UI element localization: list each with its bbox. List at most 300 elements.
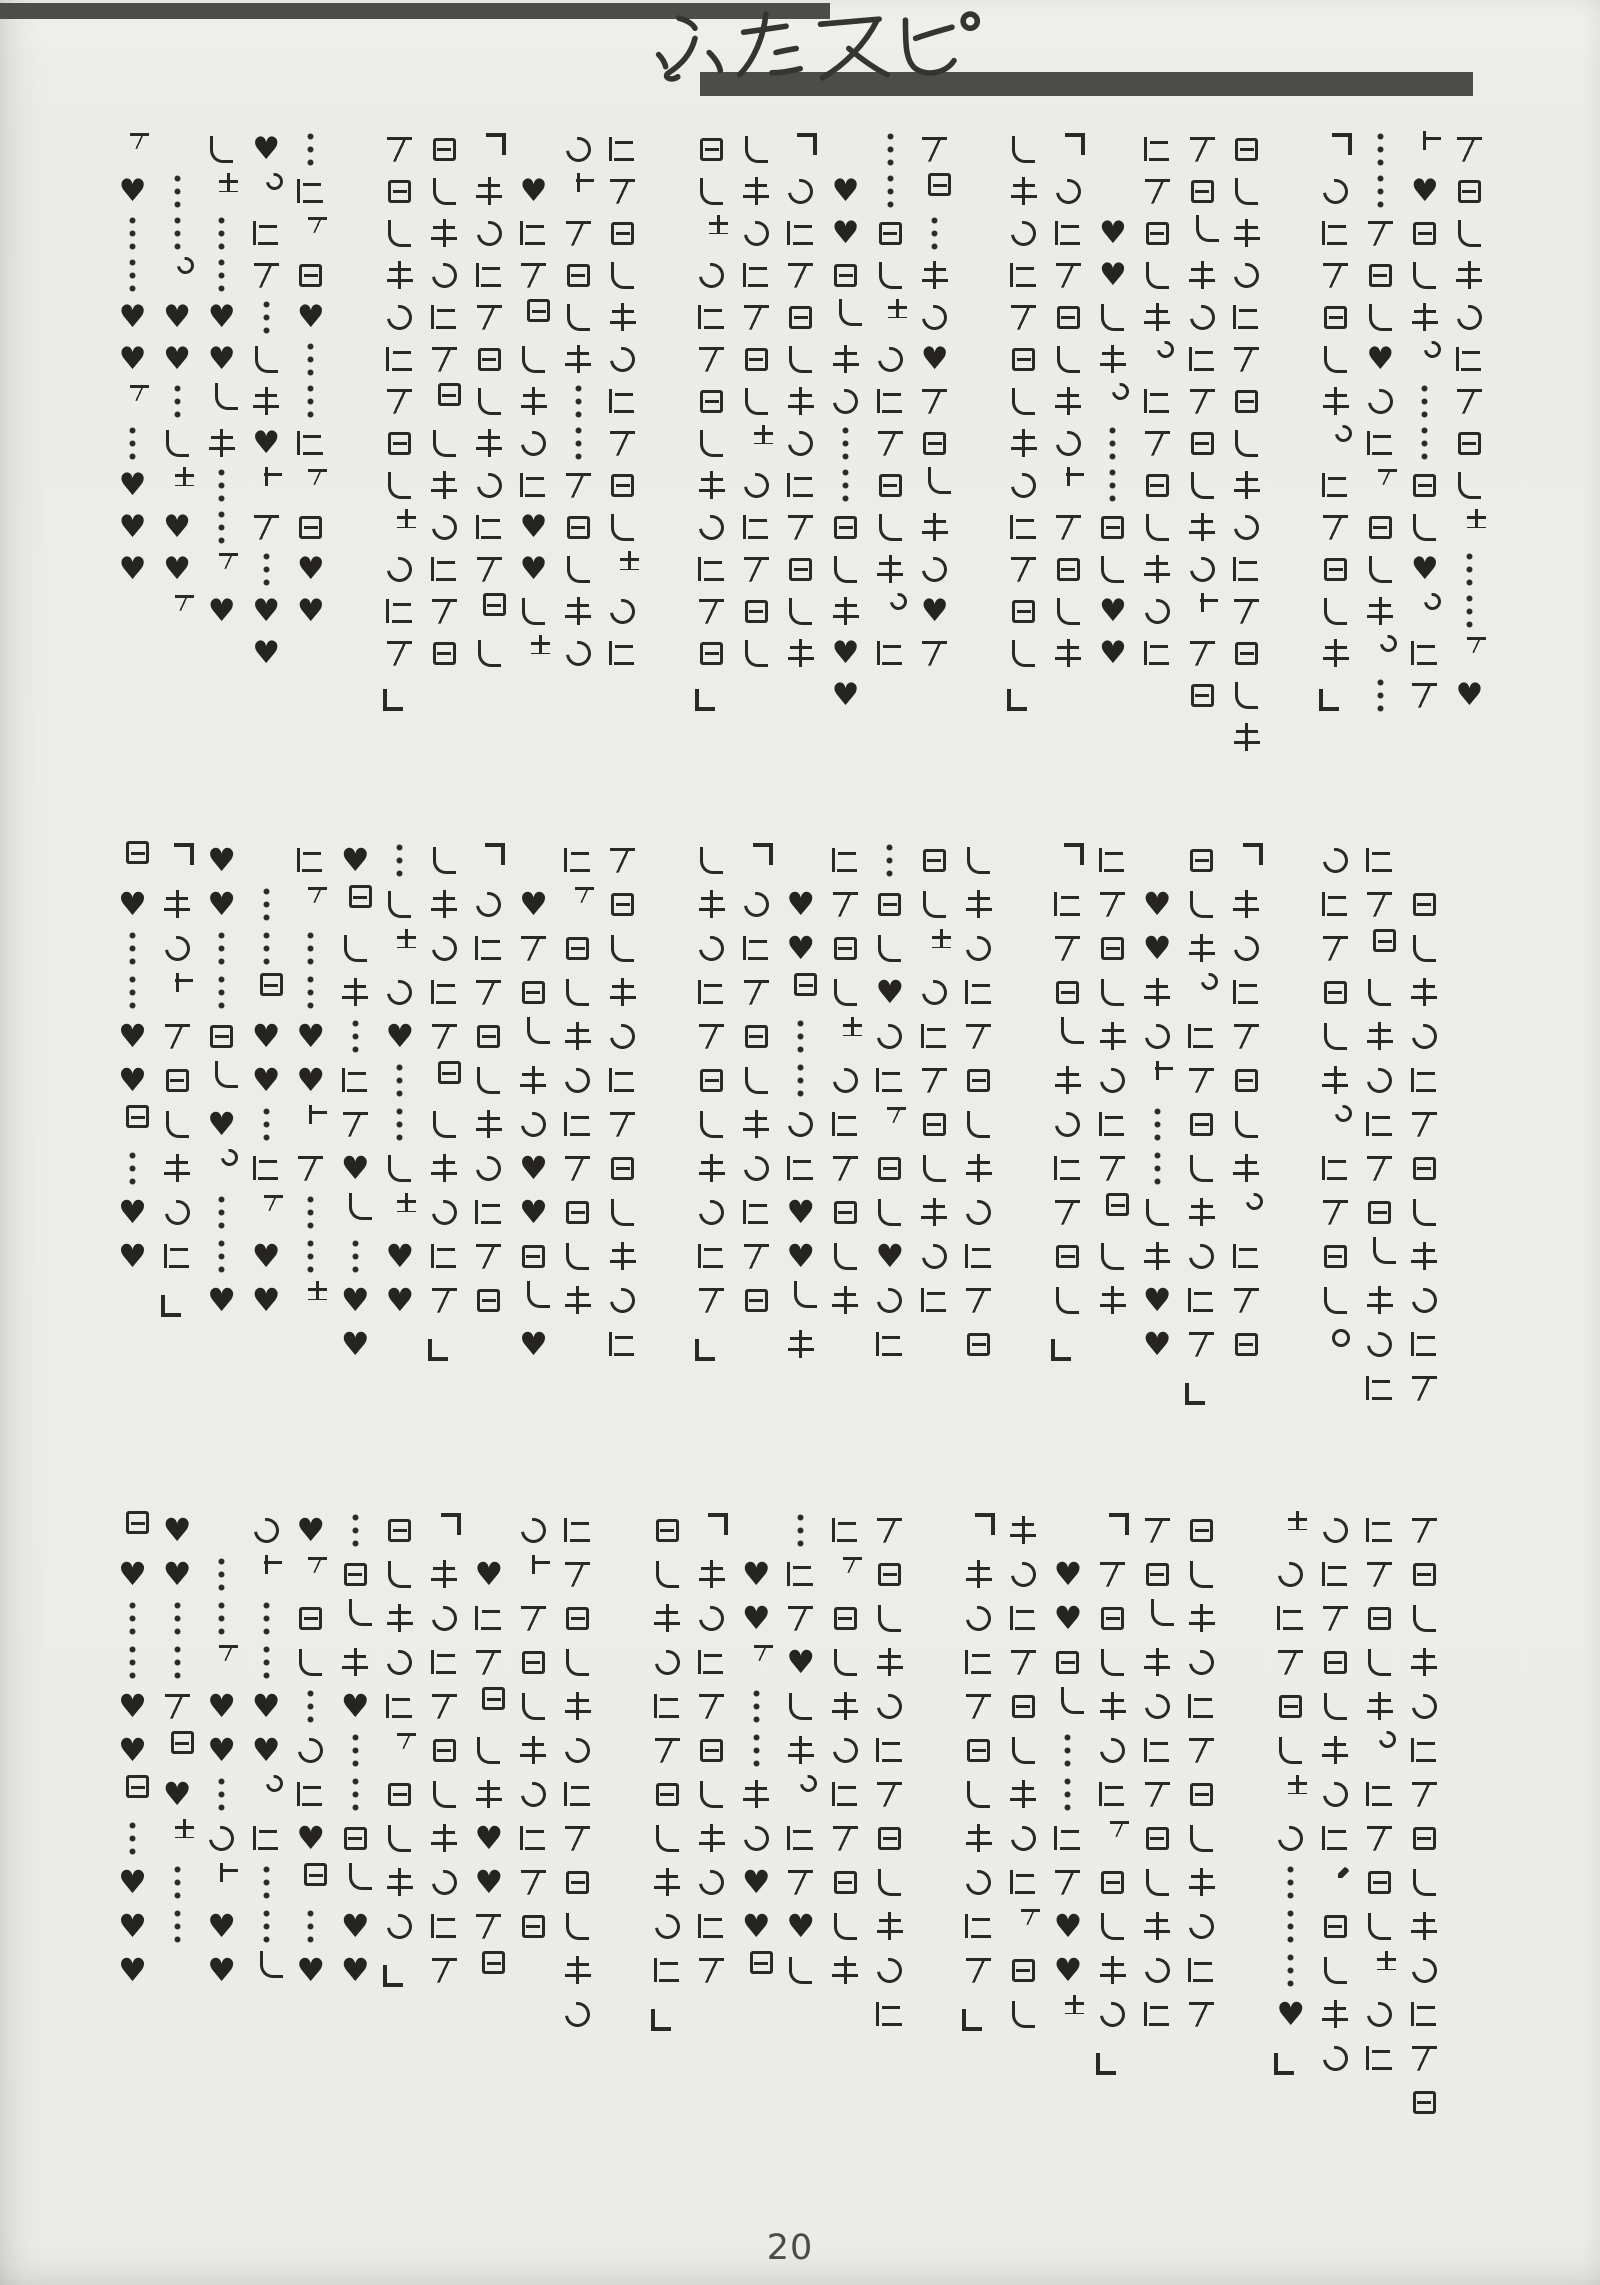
redacted-glyph: [207, 429, 236, 458]
redacted-glyph: [1187, 1692, 1216, 1721]
ellipsis-dots: [172, 214, 182, 252]
redacted-glyph: [697, 1286, 726, 1315]
ellipsis-dots: [841, 466, 851, 504]
redacted-glyph: [308, 1555, 327, 1574]
text-column: [1404, 838, 1445, 1462]
text-column: [780, 1508, 821, 2128]
redacted-glyph: [126, 1105, 149, 1128]
heart-mark: ♥: [1098, 592, 1127, 629]
redacted-glyph: [1318, 842, 1353, 877]
redacted-glyph: [608, 1110, 637, 1139]
redacted-glyph: [483, 593, 506, 616]
redacted-glyph: [1009, 261, 1038, 290]
redacted-glyph: [653, 1604, 682, 1633]
ellipsis-dots: [217, 256, 227, 294]
redacted-glyph: [296, 177, 325, 206]
redacted-glyph: [697, 303, 726, 332]
redacted-glyph: [831, 597, 860, 626]
text-column: [557, 838, 598, 1462]
redacted-glyph: [344, 935, 367, 962]
open-quote-bracket: [753, 843, 773, 865]
redacted-glyph: [1368, 979, 1391, 1006]
redacted-glyph: [1232, 471, 1261, 500]
redacted-glyph: [475, 261, 504, 290]
ellipsis-dots: [217, 1193, 227, 1231]
redacted-glyph: [1054, 261, 1083, 290]
redacted-glyph: [1232, 1286, 1261, 1315]
redacted-glyph: [608, 1242, 637, 1271]
heart-mark: ♥: [296, 1061, 326, 1099]
text-column: [958, 1508, 999, 2128]
heart-mark: ♥: [207, 1951, 236, 1989]
close-quote-bracket: [1319, 689, 1339, 711]
redacted-glyph: [1009, 513, 1038, 542]
heart-mark: ♥: [252, 634, 281, 671]
close-quote-bracket: [695, 1339, 715, 1361]
text-band-2: [112, 838, 1445, 1462]
redacted-glyph: [438, 383, 461, 406]
ellipsis-dots: [261, 885, 271, 923]
redacted-glyph: [255, 346, 278, 373]
redacted-glyph: [308, 885, 327, 904]
heart-mark: ♥: [474, 1819, 504, 1857]
text-column: [468, 838, 509, 1462]
redacted-glyph: [786, 1330, 815, 1359]
redacted-glyph: [527, 299, 550, 322]
heart-mark: ♥: [1142, 1281, 1172, 1319]
redacted-glyph: [834, 1243, 857, 1270]
heart-mark: ♥: [118, 340, 147, 377]
redacted-glyph: [252, 513, 281, 542]
heart-mark: ♥: [1053, 1907, 1083, 1945]
text-column: [513, 1508, 554, 2128]
heart-mark: ♥: [251, 1687, 281, 1725]
text-column: [424, 1508, 465, 2128]
text-column: [1181, 838, 1222, 1462]
heart-mark: ♥: [251, 1731, 281, 1769]
text-column: [201, 128, 242, 776]
heart-mark: ♥: [519, 550, 548, 587]
redacted-glyph: [1098, 1692, 1127, 1721]
redacted-glyph: [519, 387, 548, 416]
redacted-glyph: [1188, 261, 1217, 290]
redacted-glyph: [385, 345, 414, 374]
heart-mark: ♥: [831, 676, 860, 713]
ellipsis-dots: [306, 1907, 316, 1945]
ellipsis-dots: [261, 550, 271, 588]
heart-mark: ♥: [340, 1281, 370, 1319]
redacted-glyph: [1143, 1912, 1172, 1941]
heart-mark: ♥: [118, 1907, 147, 1945]
redacted-glyph: [1321, 1198, 1350, 1227]
redacted-glyph: [1318, 1512, 1353, 1547]
ellipsis-dots: [306, 130, 316, 168]
redacted-glyph: [1232, 1154, 1261, 1183]
heart-mark: ♥: [163, 298, 191, 335]
ellipsis-dots: [261, 1643, 271, 1681]
redacted-glyph: [739, 215, 774, 250]
redacted-glyph: [1012, 348, 1035, 371]
redacted-glyph: [1229, 930, 1264, 965]
redacted-glyph: [1324, 1023, 1347, 1050]
redacted-glyph: [1235, 642, 1258, 665]
redacted-glyph: [656, 1561, 679, 1588]
redacted-glyph: [474, 1648, 503, 1677]
redacted-glyph: [1276, 1604, 1305, 1633]
ellipsis-dots: [128, 424, 138, 462]
text-column: [1226, 128, 1267, 776]
redacted-glyph: [522, 1693, 545, 1720]
redacted-glyph: [1288, 1511, 1307, 1530]
redacted-glyph: [1413, 1827, 1436, 1850]
heart-mark: ♥: [519, 1325, 548, 1363]
ellipsis-dots: [1464, 550, 1474, 588]
text-column: [112, 838, 153, 1462]
redacted-glyph: [430, 555, 459, 584]
redacted-glyph: [1143, 1736, 1172, 1765]
text-band-1: [112, 128, 1490, 776]
redacted-glyph: [1191, 432, 1214, 455]
ellipsis-dots: [261, 1907, 271, 1945]
redacted-glyph: [1318, 2040, 1353, 2075]
ellipsis-dots: [1152, 1149, 1162, 1187]
redacted-glyph: [1324, 558, 1347, 581]
redacted-glyph: [204, 1820, 239, 1855]
ellipsis-dots: [751, 1731, 761, 1769]
redacted-glyph: [961, 1600, 996, 1635]
text-column: [1270, 838, 1311, 1462]
redacted-glyph: [1187, 1868, 1216, 1897]
redacted-glyph: [516, 1512, 551, 1547]
redacted-glyph: [1324, 598, 1347, 625]
redacted-glyph: [482, 1951, 505, 1974]
ellipsis-dots: [128, 1599, 138, 1637]
redacted-glyph: [219, 551, 238, 570]
redacted-glyph: [920, 387, 949, 416]
heart-mark: ♥: [296, 1511, 326, 1549]
heart-mark: ♥: [296, 1819, 326, 1857]
redacted-glyph: [308, 467, 327, 486]
close-quote-bracket: [161, 1295, 181, 1317]
text-column: [958, 838, 999, 1462]
redacted-glyph: [742, 513, 771, 542]
text-column: [1359, 1508, 1400, 2128]
heart-mark: ♥: [118, 1237, 147, 1275]
text-column: [602, 128, 643, 776]
redacted-glyph: [786, 1868, 815, 1897]
heart-mark: ♥: [296, 298, 325, 335]
redacted-glyph: [304, 1863, 327, 1886]
text-column: [558, 128, 599, 776]
redacted-glyph: [786, 1736, 815, 1765]
redacted-glyph: [1235, 1333, 1258, 1356]
redacted-glyph: [742, 978, 771, 1007]
redacted-glyph: [1053, 1824, 1082, 1853]
text-column: [1003, 128, 1044, 776]
text-column: [825, 838, 866, 1462]
heart-mark: ♥: [207, 340, 236, 377]
ellipsis-dots: [885, 130, 895, 168]
redacted-glyph: [1190, 1113, 1213, 1136]
redacted-glyph: [1413, 262, 1436, 289]
redacted-glyph: [1184, 299, 1219, 334]
ellipsis-dots: [128, 929, 138, 967]
redacted-glyph: [385, 1692, 414, 1721]
redacted-glyph: [608, 639, 637, 668]
redacted-glyph: [1143, 1648, 1172, 1677]
text-column: [1360, 128, 1401, 776]
ellipsis-dots: [172, 1907, 182, 1945]
redacted-glyph: [834, 1871, 857, 1894]
text-column: [959, 128, 1000, 776]
redacted-glyph: [1242, 1190, 1266, 1214]
close-quote-bracket: [695, 689, 715, 711]
heart-mark: ♥: [340, 1687, 370, 1725]
redacted-glyph: [561, 131, 596, 166]
redacted-glyph: [1190, 1825, 1213, 1852]
redacted-glyph: [560, 1996, 595, 2031]
redacted-glyph: [923, 1113, 946, 1136]
text-column: [1270, 1508, 1311, 2128]
redacted-glyph: [1273, 1556, 1308, 1591]
redacted-glyph: [1366, 429, 1395, 458]
heart-mark: ♥: [1098, 634, 1127, 671]
text-column: [1226, 1508, 1267, 2128]
redacted-glyph: [964, 1022, 993, 1051]
text-column: [1404, 128, 1445, 776]
ellipsis-dots: [306, 340, 316, 378]
redacted-glyph: [1191, 180, 1214, 203]
redacted-glyph: [1187, 1286, 1216, 1315]
redacted-glyph: [385, 387, 414, 416]
redacted-glyph: [471, 467, 506, 502]
text-column: [602, 838, 643, 1462]
redacted-glyph: [1143, 978, 1172, 1007]
redacted-glyph: [433, 642, 456, 665]
redacted-glyph: [1321, 513, 1350, 542]
open-quote-bracket: [486, 133, 506, 155]
redacted-glyph: [215, 1061, 238, 1088]
redacted-glyph: [875, 2000, 904, 2029]
redacted-glyph: [875, 1912, 904, 1941]
redacted-glyph: [1146, 262, 1169, 289]
open-quote-bracket: [1332, 133, 1352, 155]
text-column: [736, 128, 777, 776]
redacted-glyph: [1009, 1780, 1038, 1809]
redacted-glyph: [382, 1908, 417, 1943]
redacted-glyph: [388, 891, 411, 918]
heart-mark: ♥: [1142, 885, 1172, 923]
redacted-glyph: [1106, 1193, 1129, 1216]
redacted-glyph: [1365, 1286, 1394, 1315]
redacted-glyph: [1095, 1062, 1130, 1097]
ellipsis-dots: [172, 382, 182, 420]
redacted-glyph: [656, 1519, 679, 1542]
redacted-glyph: [430, 1824, 459, 1853]
heart-mark: ♥: [207, 1731, 236, 1769]
redacted-glyph: [1188, 639, 1217, 668]
heart-mark: ♥: [385, 1281, 415, 1319]
title-calligraphy: [650, 8, 995, 94]
redacted-glyph: [1006, 1820, 1041, 1855]
ellipsis-dots: [1375, 676, 1385, 714]
redacted-glyph: [700, 847, 723, 874]
redacted-glyph: [1146, 222, 1169, 245]
redacted-glyph: [560, 1732, 595, 1767]
redacted-glyph: [163, 1692, 192, 1721]
redacted-glyph: [1410, 639, 1439, 668]
redacted-glyph: [430, 1560, 459, 1589]
heart-mark: ♥: [1455, 676, 1484, 713]
redacted-glyph: [1366, 219, 1395, 248]
text-column: [469, 128, 510, 776]
redacted-glyph: [650, 1908, 685, 1943]
redacted-glyph: [478, 388, 501, 415]
redacted-glyph: [563, 846, 592, 875]
heart-mark: ♥: [831, 172, 860, 209]
text-column: [246, 838, 287, 1462]
redacted-glyph: [1324, 981, 1347, 1004]
redacted-glyph: [563, 1692, 592, 1721]
ellipsis-dots: [306, 1687, 316, 1725]
redacted-glyph: [1413, 1869, 1436, 1896]
redacted-glyph: [430, 1956, 459, 1985]
redacted-glyph: [564, 597, 593, 626]
redacted-glyph: [875, 1330, 904, 1359]
redacted-glyph: [1190, 1155, 1213, 1182]
heart-mark: ♥: [340, 1951, 370, 1989]
redacted-glyph: [252, 1824, 281, 1853]
redacted-glyph: [1324, 346, 1347, 373]
redacted-glyph: [834, 1913, 857, 1940]
redacted-glyph: [1373, 1237, 1396, 1264]
close-quote-bracket: [962, 2009, 982, 2031]
redacted-glyph: [1365, 846, 1394, 875]
redacted-glyph: [163, 1154, 192, 1183]
heart-mark: ♥: [741, 1863, 771, 1901]
redacted-glyph: [1229, 509, 1264, 544]
redacted-glyph: [1410, 1516, 1439, 1545]
redacted-glyph: [742, 1780, 771, 1809]
redacted-glyph: [1056, 1651, 1079, 1674]
text-column: [1359, 838, 1400, 1462]
text-column: [513, 128, 554, 776]
redacted-glyph: [385, 1604, 414, 1633]
redacted-glyph: [388, 220, 411, 247]
redacted-glyph: [1273, 1820, 1308, 1855]
redacted-glyph: [1232, 978, 1261, 1007]
redacted-glyph: [697, 597, 726, 626]
redacted-glyph: [1146, 514, 1169, 541]
redacted-glyph: [620, 551, 639, 570]
redacted-glyph: [299, 264, 322, 287]
redacted-glyph: [789, 306, 812, 329]
redacted-glyph: [742, 934, 771, 963]
ellipsis-dots: [1286, 1951, 1296, 1989]
redacted-glyph: [1232, 890, 1261, 919]
redacted-glyph: [430, 1286, 459, 1315]
text-column: [112, 1508, 153, 2128]
redacted-glyph: [967, 1739, 990, 1762]
ellipsis-dots: [217, 1555, 227, 1593]
redacted-glyph: [961, 1194, 996, 1229]
redacted-glyph: [1012, 2001, 1035, 2028]
redacted-glyph: [1368, 1607, 1391, 1630]
redacted-glyph: [608, 303, 637, 332]
page-number: 20: [766, 2228, 814, 2268]
redacted-glyph: [1056, 981, 1079, 1004]
redacted-glyph: [299, 1649, 322, 1676]
redacted-glyph: [293, 1732, 328, 1767]
redacted-glyph: [397, 1193, 416, 1212]
redacted-glyph: [1057, 306, 1080, 329]
redacted-glyph: [1109, 380, 1133, 404]
heart-mark: ♥: [519, 508, 548, 545]
redacted-glyph: [1410, 1912, 1439, 1941]
redacted-glyph: [210, 136, 233, 163]
redacted-glyph: [1143, 1242, 1172, 1271]
redacted-glyph: [397, 929, 416, 948]
redacted-glyph: [739, 467, 774, 502]
redacted-glyph: [831, 1824, 860, 1853]
heart-mark: ♥: [162, 1511, 192, 1549]
redacted-glyph: [694, 1864, 729, 1899]
heart-mark: ♥: [296, 550, 325, 587]
ellipsis-dots: [1286, 1907, 1296, 1945]
redacted-glyph: [175, 973, 194, 992]
text-band-3: [112, 1508, 1445, 2128]
redacted-glyph: [252, 387, 281, 416]
ellipsis-dots: [261, 1863, 271, 1901]
heart-mark: ♥: [118, 885, 147, 923]
redacted-glyph: [1101, 937, 1124, 960]
redacted-glyph: [175, 593, 194, 612]
redacted-glyph: [1321, 387, 1350, 416]
redacted-glyph: [697, 1648, 726, 1677]
redacted-glyph: [1012, 600, 1035, 623]
redacted-glyph: [527, 1281, 550, 1308]
redacted-glyph: [828, 383, 863, 418]
redacted-glyph: [1413, 935, 1436, 962]
heart-mark: ♥: [786, 1643, 816, 1681]
redacted-glyph: [742, 1198, 771, 1227]
redacted-glyph: [563, 1110, 592, 1139]
redacted-glyph: [694, 1600, 729, 1635]
redacted-glyph: [1009, 1648, 1038, 1677]
text-column: [1048, 128, 1089, 776]
redacted-glyph: [519, 1868, 548, 1897]
heart-mark: ♥: [163, 508, 191, 545]
redacted-glyph: [1452, 299, 1487, 334]
redacted-glyph: [1407, 1282, 1442, 1317]
text-column: [1181, 1508, 1222, 2128]
heart-mark: ♥: [207, 1907, 236, 1945]
redacted-glyph: [1410, 681, 1439, 710]
redacted-glyph: [563, 1780, 592, 1809]
redacted-glyph: [475, 555, 504, 584]
redacted-glyph: [1198, 970, 1222, 994]
text-column: [869, 838, 910, 1462]
redacted-glyph: [1410, 978, 1439, 1007]
redacted-glyph: [1413, 222, 1436, 245]
redacted-glyph: [697, 890, 726, 919]
redacted-glyph: [878, 1605, 901, 1632]
redacted-glyph: [789, 598, 812, 625]
redacted-glyph: [875, 1648, 904, 1677]
redacted-glyph: [130, 383, 149, 402]
redacted-glyph: [1410, 1648, 1439, 1677]
redacted-glyph: [427, 257, 462, 292]
